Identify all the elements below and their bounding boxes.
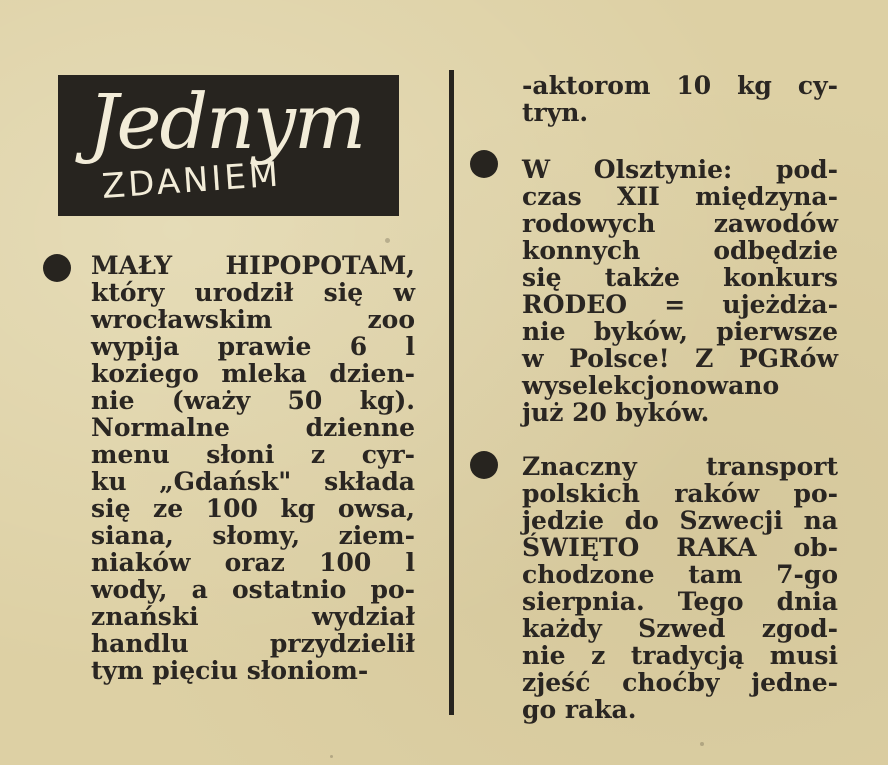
article-line: handlu przydzielił — [91, 629, 415, 658]
bullet-icon — [470, 451, 498, 479]
bullet-icon — [43, 254, 71, 282]
article-line: W Olsztynie: pod- — [522, 155, 838, 184]
print-speck — [385, 238, 390, 243]
article-hipopotam-continued — [522, 72, 838, 126]
article-line: sierpnia. Tego dnia — [522, 587, 838, 616]
header-word-jednym: Jednym — [88, 77, 365, 166]
article-line: konnych odbędzie — [522, 236, 838, 265]
article-line: wypija prawie 6 l — [91, 332, 415, 361]
article-line: w Polsce! Z PGRów — [522, 344, 838, 373]
article-line: już 20 byków. — [522, 398, 710, 427]
article-line: który urodził się w — [91, 278, 415, 307]
article-line: rodowych zawodów — [522, 209, 838, 238]
article-line: RODEO = ujeżdża- — [522, 290, 838, 319]
article-rodeo — [522, 156, 838, 426]
article-line: tym pięciu słoniom- — [91, 656, 369, 685]
print-speck — [330, 755, 333, 758]
article-line: koziego mleka dzien- — [91, 359, 415, 388]
column-divider — [449, 70, 454, 715]
article-line: ku „Gdańsk" składa — [91, 467, 415, 496]
article-line: nie z tradycją musi — [522, 641, 838, 670]
article-line: MAŁY HIPOPOTAM, — [91, 251, 415, 280]
column-header-logo — [58, 75, 399, 216]
article-line: Znaczny transport — [522, 452, 838, 481]
article-line: menu słoni z cyr- — [91, 440, 415, 469]
article-line: polskich raków po- — [522, 479, 838, 508]
article-line: tryn. — [522, 98, 589, 127]
article-line: niaków oraz 100 l — [91, 548, 415, 577]
bullet-icon — [470, 150, 498, 178]
article-line: się także konkurs — [522, 263, 838, 292]
article-line: się ze 100 kg owsa, — [91, 494, 415, 523]
article-line: ŚWIĘTO RAKA ob- — [522, 533, 838, 562]
article-line: wyselekcjonowano — [522, 371, 780, 400]
article-line: -aktorom 10 kg cy- — [522, 71, 838, 100]
article-hipopotam — [91, 252, 415, 684]
article-line: zjeść choćby jedne- — [522, 668, 838, 697]
article-line: wody, a ostatnio po- — [91, 575, 415, 604]
article-line: jedzie do Szwecji na — [522, 506, 838, 535]
article-line: siana, słomy, ziem- — [91, 521, 415, 550]
article-line: go raka. — [522, 695, 637, 724]
header-word-zdaniem: ZDANIEM — [100, 154, 283, 207]
article-line: znański wydział — [91, 602, 415, 631]
article-line: wrocławskim zoo — [91, 305, 415, 334]
article-line: Normalne dzienne — [91, 413, 415, 442]
article-line: nie byków, pierwsze — [522, 317, 838, 346]
article-swieto-raka — [522, 453, 838, 723]
article-line: każdy Szwed zgod- — [522, 614, 838, 643]
article-line: czas XII międzyna- — [522, 182, 838, 211]
article-line: chodzone tam 7-go — [522, 560, 838, 589]
article-line: nie (waży 50 kg). — [91, 386, 415, 415]
print-speck — [700, 742, 704, 746]
